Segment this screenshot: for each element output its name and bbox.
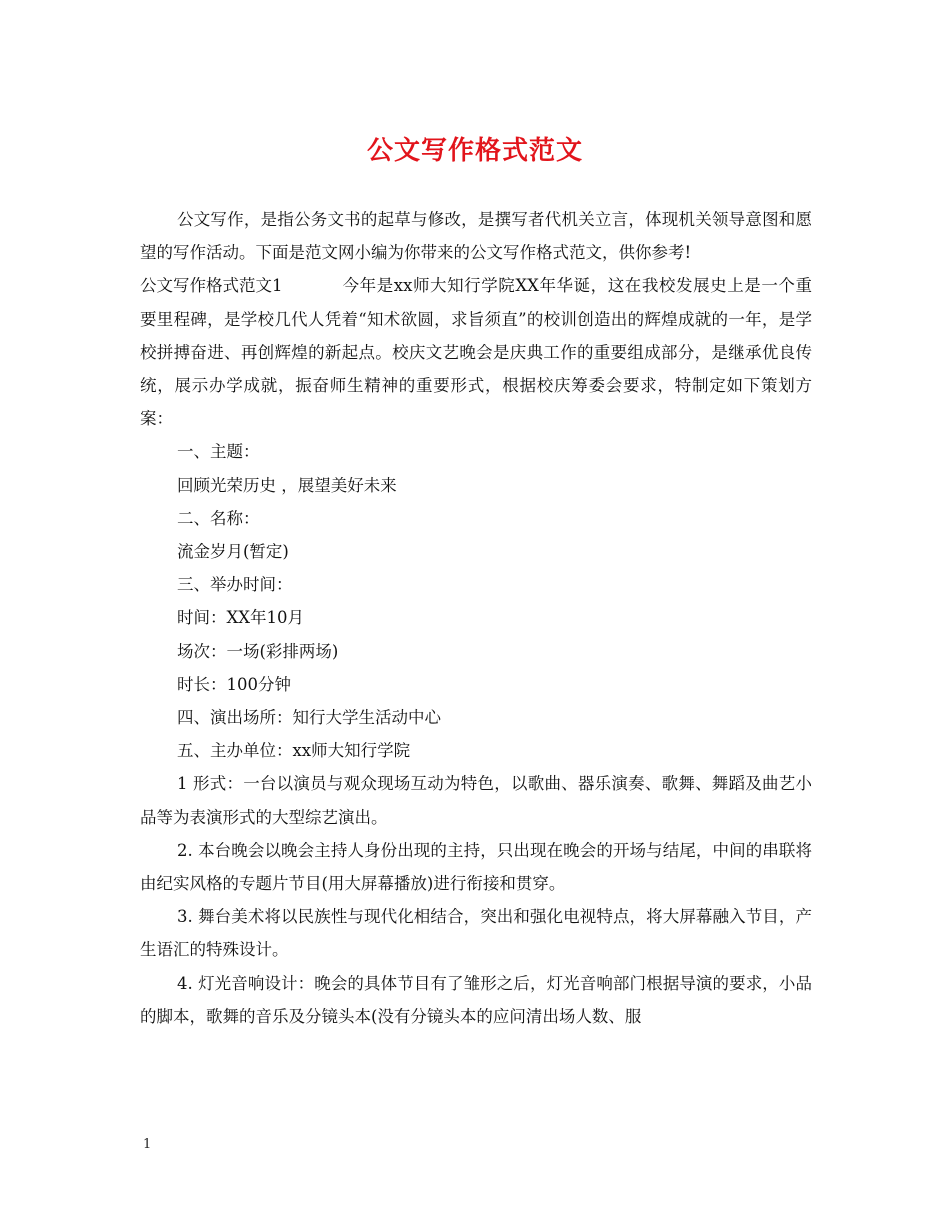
theme-heading: 一、主题： xyxy=(177,442,260,462)
document-title: 公文写作格式范文 xyxy=(366,136,583,166)
name-heading: 二、名称： xyxy=(177,508,260,528)
section-1-paragraph xyxy=(140,269,812,435)
name-text: 流金岁月(暂定) xyxy=(177,542,289,562)
item-3-paragraph: 3. 舞台美术将以民族性与现代化相结合，突出和强化电视特点，将大屏幕融入节目，产生语汇的特殊设计。 xyxy=(140,907,812,960)
time-heading: 三、举办时间： xyxy=(177,575,293,595)
time-text: 时间：XX年10月 xyxy=(177,608,304,628)
sessions-text: 场次：一场(彩排两场) xyxy=(177,641,339,661)
item-1-paragraph: 1 形式：一台以演员与观众现场互动为特色，以歌曲、器乐演奏、歌舞、舞蹈及曲艺小品等为表演形式的大型综艺演出。 xyxy=(140,774,812,827)
theme-text: 回顾光荣历史 ，展望美好未来 xyxy=(177,475,397,495)
page-number: 1 xyxy=(143,1137,152,1152)
document-body xyxy=(140,203,812,1033)
intro-paragraph: 公文写作，是指公务文书的起草与修改，是撰写者代机关立言，体现机关领导意图和愿望的写作活动。下面是范文网小编为你带来的公文写作格式范文，供你参考! xyxy=(140,210,812,263)
duration-text: 时长：100分钟 xyxy=(177,674,291,694)
item-4-paragraph: 4. 灯光音响设计：晚会的具体节目有了雏形之后，灯光音响部门根据导演的要求，小品的脚本，歌舞的音乐及分镜头本(没有分镜头本的应问清出场人数、服 xyxy=(140,973,812,1026)
section-1-text: 今年是xx师大知行学院XX年华诞，这在我校发展史上是一个重要里程碑，是学校几代人凭着“知术欲圆，求旨须直”的校训创造出的辉煌成就的一年，是学校拼搏奋进、再创辉煌的新起点。校庆文艺晚会是庆典工作的重要组成部分，是继承优良传统，展示办学成就，振奋师生精神的重要形式，根据校庆筹委会要求，特制定如下策划方案： xyxy=(140,276,812,429)
section-1-label: 公文写作格式范文1 xyxy=(140,276,283,296)
organizer-text: 五、主办单位：xx师大知行学院 xyxy=(177,741,411,761)
item-2-paragraph: 2. 本台晚会以晚会主持人身份出现的主持，只出现在晚会的开场与结尾，中间的串联将由纪实风格的专题片节目(用大屏幕播放)进行衔接和贯穿。 xyxy=(140,840,812,894)
venue-text: 四、演出场所：知行大学生活动中心 xyxy=(177,708,441,728)
